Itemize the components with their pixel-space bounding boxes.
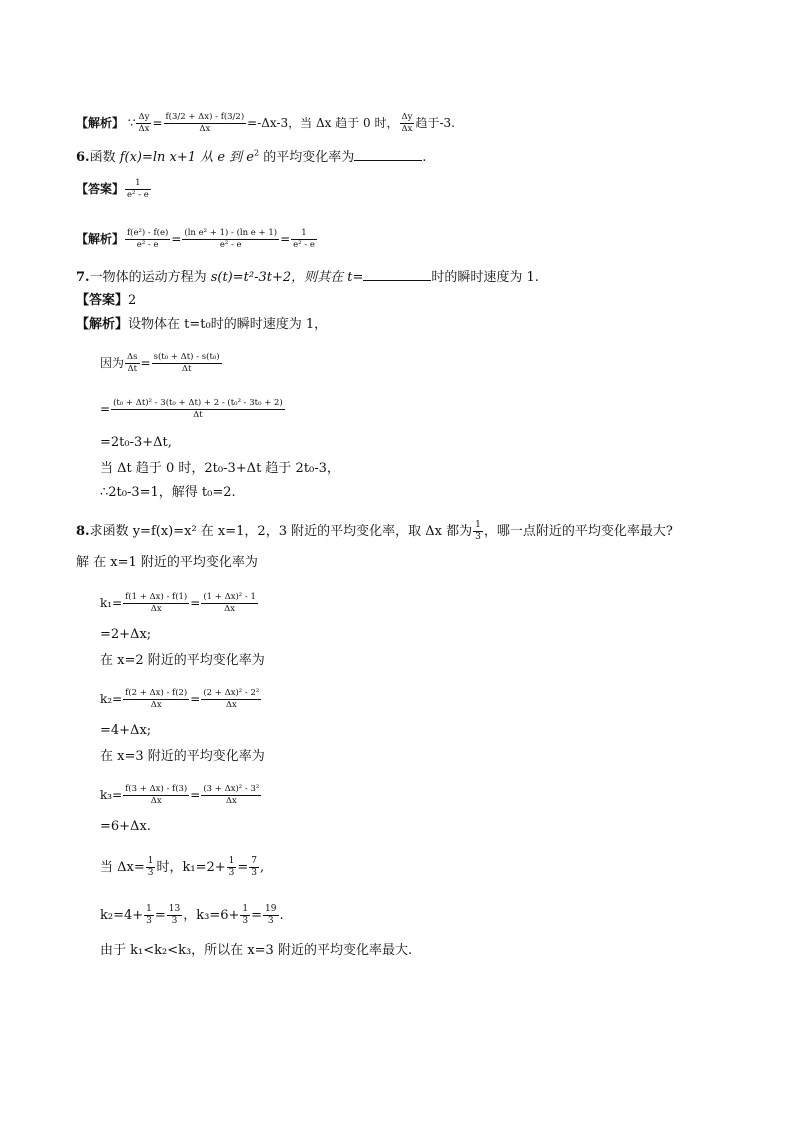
- q8-sol-1: 解 在 x=1 附近的平均变化率为: [76, 555, 258, 570]
- fraction: $\frac{\text{(ln e² + 1) - (ln e + 1)}}{\text{e² - e}}$: [184, 228, 278, 250]
- q6-question: 6.函数 f(x)=ln x+1 从 e 到 $e^2$ 的平均变化率为 .: [76, 148, 427, 165]
- fraction: $\frac{1}{\text{e² - e}}$: [293, 228, 315, 250]
- q8-k2-result: =4+Δx;: [100, 723, 152, 738]
- q8-k3: k₃= $\frac{f(3 + \Delta x) - f(3)}{\Delta x}$ = $\frac{\text{(3 + Δx)² - 3²}}{\Delta x}$: [100, 784, 260, 806]
- q7-solution-line5: 当 Δt 趋于 0 时，2t₀-3+Δt 趋于 2t₀-3，: [100, 461, 340, 476]
- q7-question: 7.一物体的运动方程为 s(t)=t²-3t+2，则其在 t= 时的瞬时速度为 1.: [76, 270, 539, 285]
- q8-conclusion: 由于 k₁<k₂<k₃，所以在 x=3 附近的平均变化率最大.: [100, 943, 413, 958]
- fraction: $\frac{\text{f(e²) - f(e)}}{\text{e² - e}}$: [127, 228, 169, 250]
- q7-solution-line3: = $\frac{\text{(t₀ + Δt)² - 3(t₀ + Δt) + 2 - (t₀² - 3t₀ + 2)}}{\Delta t}$: [100, 398, 283, 420]
- fraction: $\frac{f(3/2 + \Delta x) - f(3/2)}{\Delta x}$: [165, 112, 245, 134]
- q7-solution-line4: =2t₀-3+Δt,: [100, 435, 172, 450]
- q7-solution-line2: 因为 $\frac{\Delta s}{\Delta t}$ = $\frac{\text{s(t₀ + Δt) - s(t₀)}}{\Delta t}$: [100, 352, 220, 374]
- fraction: $\frac{\Delta y}{\Delta x}$: [138, 112, 150, 134]
- q8-k3-result: =6+Δx.: [100, 819, 151, 834]
- q6-answer: 【答案】 $\frac{1}{\text{e² - e}}$: [76, 178, 149, 200]
- answer-blank: [354, 148, 422, 161]
- q8-sol-2: 在 x=2 附近的平均变化率为: [100, 653, 265, 668]
- q7-solution-line1: 【解析】设物体在 t=t₀时的瞬时速度为 1，: [76, 317, 328, 332]
- fraction: $\frac{1}{\text{e² - e}}$: [127, 178, 149, 200]
- q6-solution: 【解析】 $\frac{\text{f(e²) - f(e)}}{\text{e² - e}}$ = $\frac{\text{(ln e² + 1) - (ln e + 1)}}{\text{e² - e}}$ = $\frac{1}{\text{e² - e}}$: [76, 228, 315, 250]
- q8-k2k3: k₂=4+ $\frac{1}{3}$ = $\frac{13}{3}$ ，k₃=6+ $\frac{1}{3}$ = $\frac{19}{3}$ .: [100, 904, 284, 926]
- q5-solution: 【解析】 ∵ $\frac{\Delta y}{\Delta x}$ = $\frac{f(3/2 + \Delta x) - f(3/2)}{\Delta x}$ =-Δx-3，当 Δx 趋于 0 时， $\frac{\Delta y}{\Delta x}$ 趋于-3.: [76, 112, 455, 134]
- q8-k1-result: =2+Δx;: [100, 627, 152, 642]
- q7-answer: 【答案】2: [76, 293, 137, 308]
- q7-solution-line6: ∴2t₀-3=1，解得 t₀=2.: [100, 485, 236, 500]
- q8-k2: k₂= $\frac{f(2 + \Delta x) - f(2)}{\Delta x}$ = $\frac{\text{(2 + Δx)² - 2²}}{\Delta x}$: [100, 688, 260, 710]
- q8-question: 8.求函数 y=f(x)=x² 在 x=1，2，3 附近的平均变化率，取 Δx 都为 $\frac{1}{3}$ ，哪一点附近的平均变化率最大?: [76, 520, 673, 542]
- q8-k1: k₁= $\frac{f(1 + \Delta x) - f(1)}{\Delta x}$ = $\frac{\text{(1 + Δx)² - 1}}{\Delta x}$: [100, 592, 256, 614]
- fraction: $\frac{\Delta y}{\Delta x}$: [401, 112, 413, 134]
- q8-when: 当 Δx= $\frac{1}{3}$ 时，k₁=2+ $\frac{1}{3}$ = $\frac{7}{3}$ ,: [100, 856, 265, 878]
- answer-blank: [363, 268, 431, 281]
- q8-sol-3: 在 x=3 附近的平均变化率为: [100, 749, 265, 764]
- therefore-symbol: ∵: [127, 116, 136, 130]
- jiexi-tag: 【解析】: [76, 116, 125, 130]
